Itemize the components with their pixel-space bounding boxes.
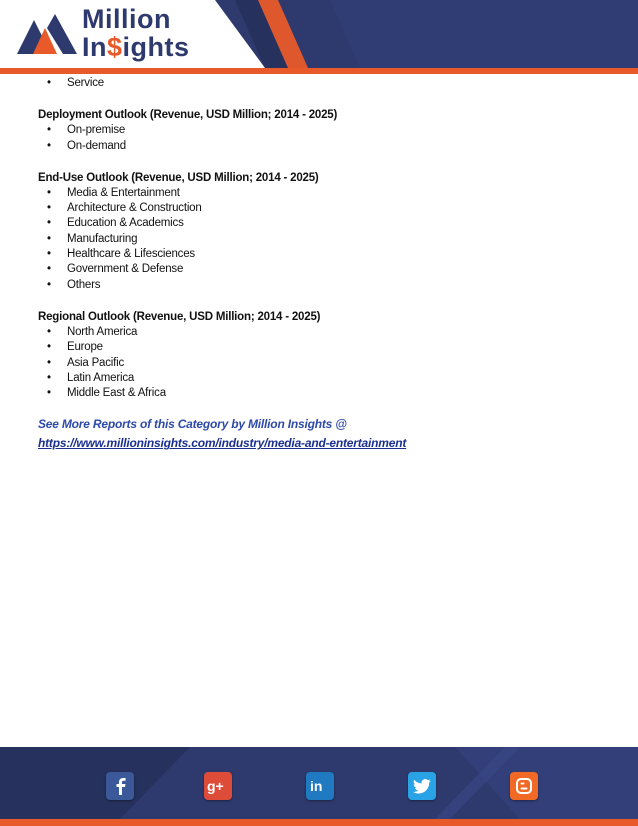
google-plus-icon (207, 778, 229, 794)
list-item: • Others (38, 278, 598, 293)
list-item: • On-demand (38, 139, 598, 154)
page-footer (0, 747, 638, 826)
linkedin-button[interactable] (306, 772, 334, 800)
list-item: • Manufacturing (38, 232, 598, 247)
deployment-list (38, 123, 598, 154)
svg-text:in: in (310, 778, 323, 794)
end-use-list (38, 186, 598, 293)
section-title: Deployment Outlook (Revenue, USD Million; 2014 - 2025) (38, 109, 338, 122)
list-item: • North America (38, 325, 598, 340)
section-title: End-Use Outlook (Revenue, USD Million; 2014 - 2025) (38, 171, 319, 184)
more-reports-link[interactable]: https://www.millioninsights.com/industry/media-and-entertainment (38, 436, 407, 451)
list-item: • Service (38, 76, 598, 91)
more-reports-text: See More Reports of this Category by Million Insights @ (38, 417, 347, 432)
page-header (0, 0, 638, 75)
brand-name-prefix: In (82, 32, 107, 62)
facebook-icon (113, 777, 127, 795)
top-list (38, 76, 598, 91)
brand-name-dollar: $ (107, 32, 123, 62)
list-item: • Media & Entertainment (38, 186, 598, 201)
section-end-use (38, 170, 598, 293)
section-deployment (38, 107, 598, 154)
facebook-button[interactable] (106, 772, 134, 800)
list-item: • Architecture & Construction (38, 201, 598, 216)
regional-list (38, 325, 598, 401)
brand-name-line2 (82, 34, 190, 61)
list-item: • Government & Defense (38, 262, 598, 277)
section-regional (38, 309, 598, 401)
list-item: • Asia Pacific (38, 356, 598, 371)
list-item: • On-premise (38, 123, 598, 138)
svg-text:g+: g+ (207, 778, 224, 794)
brand-name-suffix: ights (122, 32, 190, 62)
twitter-button[interactable] (408, 772, 436, 800)
twitter-icon (413, 779, 431, 794)
list-item: • Healthcare & Lifesciences (38, 247, 598, 262)
brand-name-line1: Million (82, 4, 171, 34)
list-item: • Latin America (38, 371, 598, 386)
list-item: • Middle East & Africa (38, 386, 598, 401)
report-content (38, 76, 598, 453)
list-item: • Europe (38, 340, 598, 355)
blogger-button[interactable] (510, 772, 538, 800)
list-item: • Education & Academics (38, 216, 598, 231)
more-reports-callout (38, 415, 598, 453)
section-title: Regional Outlook (Revenue, USD Million; 2014 - 2025) (38, 310, 321, 323)
google-plus-button[interactable] (204, 772, 232, 800)
linkedin-icon (309, 778, 331, 794)
brand-logo-text (82, 6, 190, 61)
million-insights-logo-icon (17, 10, 79, 56)
blogger-icon (516, 778, 532, 794)
